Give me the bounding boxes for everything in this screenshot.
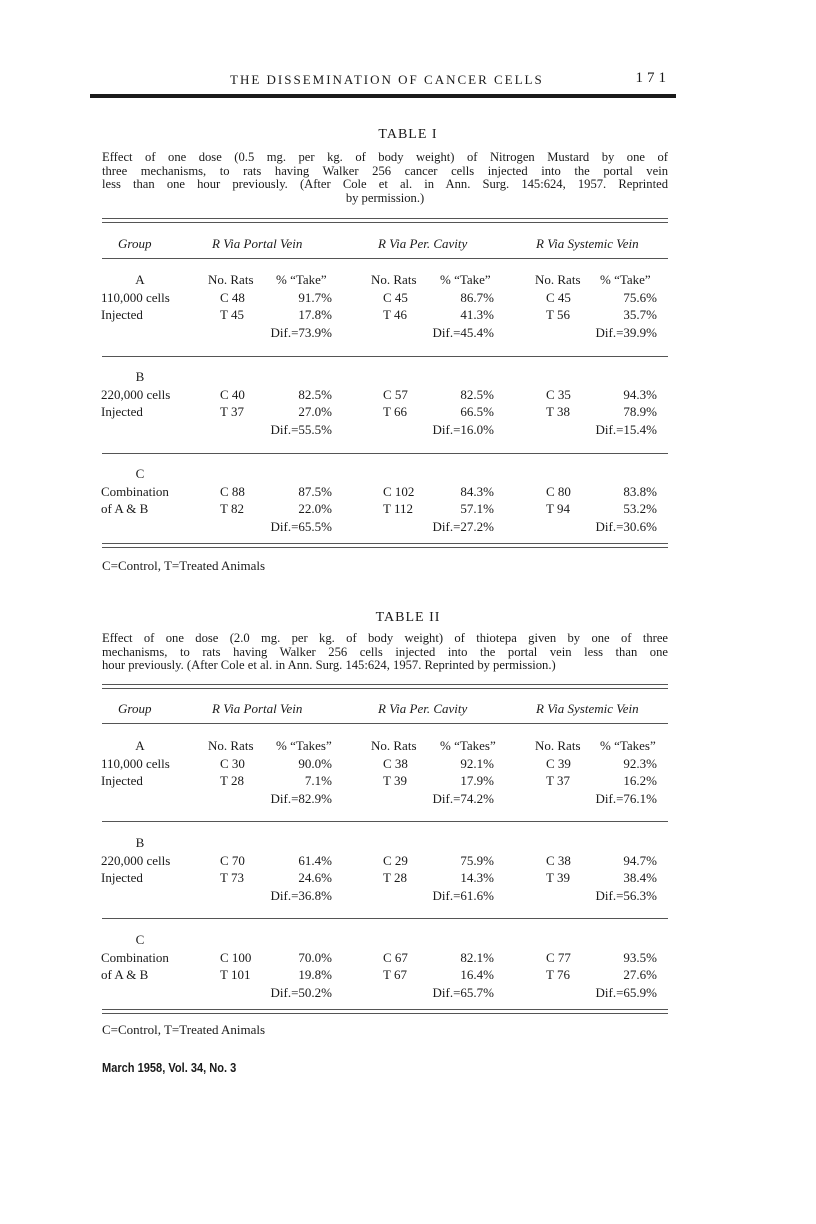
difference: Dif.=65.9% <box>595 984 657 1000</box>
control-pct: 75.6% <box>623 289 657 305</box>
group-label: B <box>135 835 145 850</box>
control-count: C 38 <box>546 852 571 868</box>
control-count: C 57 <box>383 386 408 402</box>
control-pct: 91.7% <box>298 289 332 305</box>
control-pct: 82.5% <box>298 386 332 402</box>
treated-pct: 27.0% <box>298 404 332 419</box>
difference: Dif.=82.9% <box>270 790 332 806</box>
header-rule <box>102 258 668 259</box>
treated-pct: 14.3% <box>460 870 494 885</box>
treated-count: T 39 <box>546 870 570 885</box>
treated-pct: 7.1% <box>304 773 332 788</box>
group-desc-line2: of A & B <box>101 501 149 516</box>
table-footnote: C=Control, T=Treated Animals <box>102 1022 266 1037</box>
difference: Dif.=56.3% <box>595 887 657 903</box>
treated-pct: 27.6% <box>623 967 657 982</box>
treated-pct: 38.4% <box>623 870 657 885</box>
header-rule <box>102 723 668 724</box>
difference: Dif.=15.4% <box>595 421 657 437</box>
difference: Dif.=45.4% <box>432 324 494 340</box>
control-count: C 48 <box>220 289 245 305</box>
col-header-group: Group <box>118 236 152 251</box>
control-pct: 84.3% <box>460 483 494 499</box>
group-separator <box>102 821 668 822</box>
control-count: C 77 <box>546 949 571 965</box>
treated-count: T 56 <box>546 307 570 322</box>
difference: Dif.=50.2% <box>270 984 332 1000</box>
treated-count: T 101 <box>220 967 251 982</box>
treated-count: T 28 <box>383 870 407 885</box>
table-bottom-rule <box>102 543 668 548</box>
treated-count: T 76 <box>546 967 570 982</box>
treated-pct: 53.2% <box>623 501 657 516</box>
treated-count: T 73 <box>220 870 244 885</box>
col-header-route: R Via Systemic Vein <box>536 236 639 251</box>
subheader-no-rats: No. Rats <box>208 272 254 287</box>
group-label: C <box>135 466 145 481</box>
table-top-rule <box>102 684 668 689</box>
control-pct: 70.0% <box>298 949 332 965</box>
treated-count: T 39 <box>383 773 407 788</box>
col-header-route: R Via Portal Vein <box>212 236 303 251</box>
control-count: C 29 <box>383 852 408 868</box>
control-count: C 30 <box>220 755 245 771</box>
difference: Dif.=73.9% <box>270 324 332 340</box>
journal-footer: March 1958, Vol. 34, No. 3 <box>102 1060 237 1075</box>
treated-pct: 22.0% <box>298 501 332 516</box>
difference: Dif.=36.8% <box>270 887 332 903</box>
running-title: THE DISSEMINATION OF CANCER CELLS <box>230 72 544 87</box>
subheader-pct: % “Takes” <box>276 738 332 753</box>
treated-pct: 57.1% <box>460 501 494 516</box>
control-pct: 94.7% <box>623 852 657 868</box>
table-caption-line: hour previously. (After Cole et al. in Ann. Surg. 145:624, 1957. Reprinted by permission.) <box>102 658 556 672</box>
treated-count: T 37 <box>546 773 570 788</box>
treated-pct: 24.6% <box>298 870 332 885</box>
difference: Dif.=16.0% <box>432 421 494 437</box>
col-header-route: R Via Per. Cavity <box>378 701 468 716</box>
control-pct: 92.3% <box>623 755 657 771</box>
difference: Dif.=65.5% <box>270 518 332 534</box>
treated-count: T 28 <box>220 773 244 788</box>
page-header <box>90 70 676 98</box>
group-desc-line2: Injected <box>101 307 143 322</box>
difference: Dif.=30.6% <box>595 518 657 534</box>
control-pct: 94.3% <box>623 386 657 402</box>
group-desc-line2: of A & B <box>101 967 149 982</box>
table-caption-line: Effect of one dose (0.5 mg. per kg. of body weight) of Nitrogen Mustard by one of <box>102 150 668 164</box>
control-count: C 40 <box>220 386 245 402</box>
difference: Dif.=65.7% <box>432 984 494 1000</box>
control-pct: 87.5% <box>298 483 332 499</box>
group-separator <box>102 918 668 919</box>
group-separator <box>102 453 668 454</box>
treated-count: T 112 <box>383 501 413 516</box>
control-pct: 61.4% <box>298 852 332 868</box>
col-header-route: R Via Systemic Vein <box>536 701 639 716</box>
treated-count: T 45 <box>220 307 244 322</box>
difference: Dif.=27.2% <box>432 518 494 534</box>
control-count: C 45 <box>383 289 408 305</box>
treated-count: T 46 <box>383 307 407 322</box>
group-desc-line1: 220,000 cells <box>101 386 171 402</box>
control-count: C 45 <box>546 289 571 305</box>
treated-count: T 67 <box>383 967 407 982</box>
difference: Dif.=55.5% <box>270 421 332 437</box>
subheader-pct: % “Takes” <box>440 738 496 753</box>
difference: Dif.=74.2% <box>432 790 494 806</box>
treated-count: T 38 <box>546 404 570 419</box>
col-header-route: R Via Per. Cavity <box>378 236 468 251</box>
treated-pct: 41.3% <box>460 307 494 322</box>
control-count: C 70 <box>220 852 245 868</box>
table-caption-line: mechanisms, to rats having Walker 256 cells injected into the portal vein less than one <box>102 644 668 659</box>
group-label: A <box>135 272 145 287</box>
control-count: C 67 <box>383 949 408 965</box>
subheader-no-rats: No. Rats <box>535 738 581 753</box>
treated-pct: 17.9% <box>460 773 494 788</box>
table-bottom-rule <box>102 1009 668 1014</box>
col-header-route: R Via Portal Vein <box>212 701 303 716</box>
table-top-rule <box>102 218 668 223</box>
control-count: C 102 <box>383 483 415 499</box>
table-footnote: C=Control, T=Treated Animals <box>102 558 266 573</box>
col-header-group: Group <box>118 701 152 716</box>
control-count: C 39 <box>546 755 571 771</box>
control-count: C 80 <box>546 483 571 499</box>
subheader-pct: % “Take” <box>276 272 327 287</box>
control-pct: 86.7% <box>460 289 494 305</box>
control-pct: 82.5% <box>460 386 494 402</box>
treated-count: T 66 <box>383 404 407 419</box>
control-count: C 35 <box>546 386 571 402</box>
group-desc-line2: Injected <box>101 773 143 788</box>
group-desc-line1: Combination <box>101 949 169 965</box>
difference: Dif.=76.1% <box>595 790 657 806</box>
treated-count: T 37 <box>220 404 244 419</box>
treated-count: T 82 <box>220 501 244 516</box>
control-pct: 83.8% <box>623 483 657 499</box>
table-caption-line: Effect of one dose (2.0 mg. per kg. of body weight) of thiotepa given by one of three <box>102 631 668 645</box>
treated-count: T 94 <box>546 501 570 516</box>
treated-pct: 16.4% <box>460 967 494 982</box>
header-rule <box>90 94 676 98</box>
subheader-no-rats: No. Rats <box>208 738 254 753</box>
control-pct: 92.1% <box>460 755 494 771</box>
subheader-pct: % “Take” <box>600 272 651 287</box>
control-pct: 90.0% <box>298 755 332 771</box>
subheader-pct: % “Take” <box>440 272 491 287</box>
control-pct: 93.5% <box>623 949 657 965</box>
table-title: TABLE I <box>378 127 438 142</box>
group-separator <box>102 356 668 357</box>
treated-pct: 78.9% <box>623 404 657 419</box>
control-pct: 75.9% <box>460 852 494 868</box>
table-caption-line: by permission.) <box>345 190 425 205</box>
group-desc-line1: Combination <box>101 483 169 499</box>
group-desc-line1: 110,000 cells <box>101 755 170 771</box>
control-count: C 38 <box>383 755 408 771</box>
control-pct: 82.1% <box>460 949 494 965</box>
treated-pct: 66.5% <box>460 404 494 419</box>
group-desc-line2: Injected <box>101 404 143 419</box>
table-caption-line: less than one hour previously. (After Cole et al. in Ann. Surg. 145:624, 1957. Reprinted <box>102 177 668 191</box>
treated-pct: 16.2% <box>623 773 657 788</box>
group-label: A <box>135 738 145 753</box>
treated-pct: 35.7% <box>623 307 657 322</box>
page-number: 171 <box>635 70 670 86</box>
group-desc-line2: Injected <box>101 870 143 885</box>
subheader-no-rats: No. Rats <box>371 738 417 753</box>
difference: Dif.=39.9% <box>595 324 657 340</box>
table-caption-line: three mechanisms, to rats having Walker 256 cancer cells injected into the portal vein <box>102 163 668 178</box>
group-desc-line1: 110,000 cells <box>101 289 170 305</box>
control-count: C 100 <box>220 949 252 965</box>
group-label: C <box>135 932 145 947</box>
group-label: B <box>135 369 145 384</box>
subheader-no-rats: No. Rats <box>371 272 417 287</box>
control-count: C 88 <box>220 483 245 499</box>
table-title: TABLE II <box>375 610 441 625</box>
treated-pct: 19.8% <box>298 967 332 982</box>
subheader-no-rats: No. Rats <box>535 272 581 287</box>
group-desc-line1: 220,000 cells <box>101 852 171 868</box>
treated-pct: 17.8% <box>298 307 332 322</box>
difference: Dif.=61.6% <box>432 887 494 903</box>
subheader-pct: % “Takes” <box>600 738 656 753</box>
